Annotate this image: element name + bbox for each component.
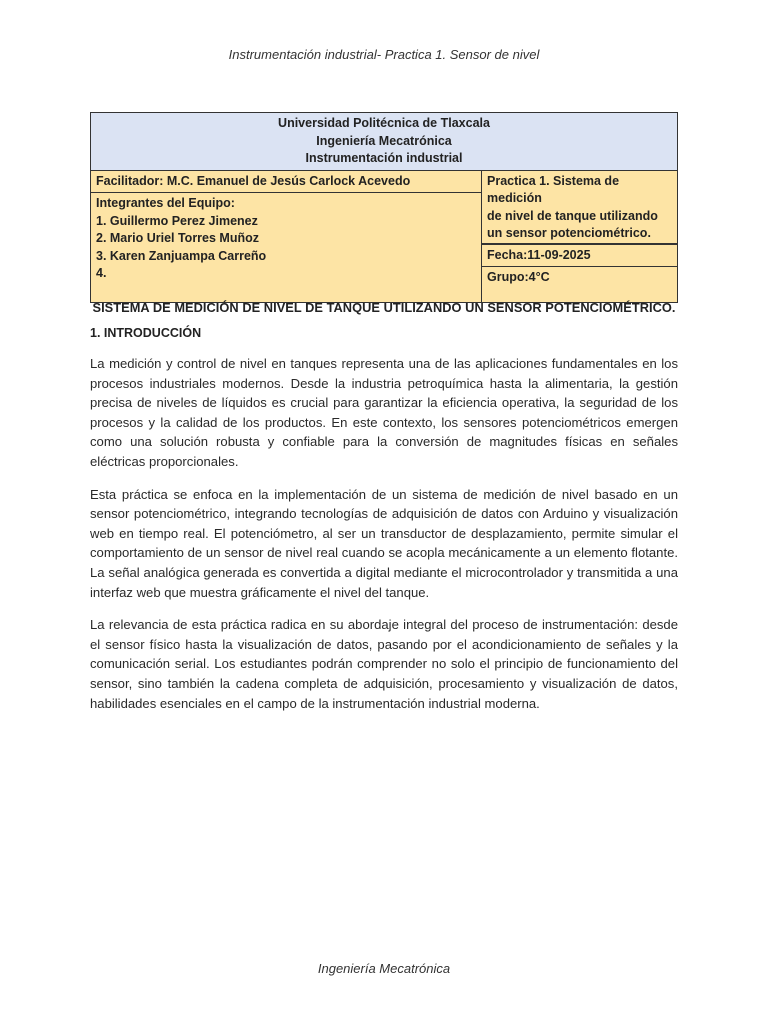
paragraph: La relevancia de esta práctica radica en su abordaje integral del proceso de instrumentación: desde el sensor físico hasta la visualización de datos, pasando por el acondicionamiento de señales y la comunicación serial. Los estudiantes podrán comprender no solo el principio de funcionamiento del sensor, sino también la cadena completa de adquisición, procesamiento y visualización de datos, habilidades esenciales en el campo de la instrumentación industrial moderna. <box>90 617 678 711</box>
date-cell: Fecha:11-09-2025 <box>482 244 678 267</box>
practice-line-1: Practica 1. Sistema de medición <box>487 173 620 205</box>
document-body <box>90 300 678 726</box>
paragraph: La medición y control de nivel en tanques representa una de las aplicaciones fundamentales en los procesos industriales modernos. Desde la industria petroquímica hasta la alimentaria, la gestión precisa de niveles de líquidos es crucial para garantizar la eficiencia operativa, la seguridad de los procesos y la calidad de los productos. En este contexto, los sensores potenciométricos emergen como una solución robusta y confiable para la conversión de magnitudes físicas en señales eléctricas proporcionales. <box>90 356 678 469</box>
section-heading: 1. INTRODUCCIÓN <box>90 326 202 340</box>
paragraph: Esta práctica se enfoca en la implementación de un sistema de medición de nivel basado en un sensor potenciométrico, integrando tecnologías de adquisición de datos con Arduino y visualización web en tiempo real. El potenciómetro, al ser un transductor de desplazamiento, permite simular el comportamiento de un sensor de nivel real cuando se acopla mecánicamente a un elemento flotante. La señal analógica generada es convertida a digital mediante el microcontrolador y transmitida a una interfaz web que muestra gráficamente el nivel del tanque. <box>90 486 678 600</box>
document-title: SISTEMA DE MEDICIÓN DE NIVEL DE TANQUE UTILIZANDO UN SENSOR POTENCIOMÉTRICO. <box>92 300 676 315</box>
practice-line-3: un sensor potenciométrico. <box>487 226 651 240</box>
info-table <box>90 112 678 303</box>
course-name: Instrumentación industrial <box>305 151 463 165</box>
team-label: Integrantes del Equipo: <box>96 196 235 210</box>
group-cell: Grupo:4°C <box>482 267 678 303</box>
practice-cell <box>482 170 678 244</box>
page-footer: Ingeniería Mecatrónica <box>317 961 451 976</box>
team-member: 1. Guillermo Perez Jimenez <box>96 213 258 228</box>
institution-title-cell <box>91 113 678 171</box>
team-cell <box>91 193 482 303</box>
university-name: Universidad Politécnica de Tlaxcala <box>278 116 490 130</box>
team-member: 2. Mario Uriel Torres Muñoz <box>96 231 259 245</box>
practice-line-2: de nivel de tanque utilizando <box>487 208 658 223</box>
team-member: 3. Karen Zanjuampa Carreño <box>96 248 267 263</box>
team-member: 4. <box>96 266 107 280</box>
facilitator-cell: Facilitador: M.C. Emanuel de Jesús Carlock Acevedo <box>91 170 482 193</box>
page-header: Instrumentación industrial- Practica 1. Sensor de nivel <box>228 47 540 62</box>
program-name: Ingeniería Mecatrónica <box>316 133 452 148</box>
